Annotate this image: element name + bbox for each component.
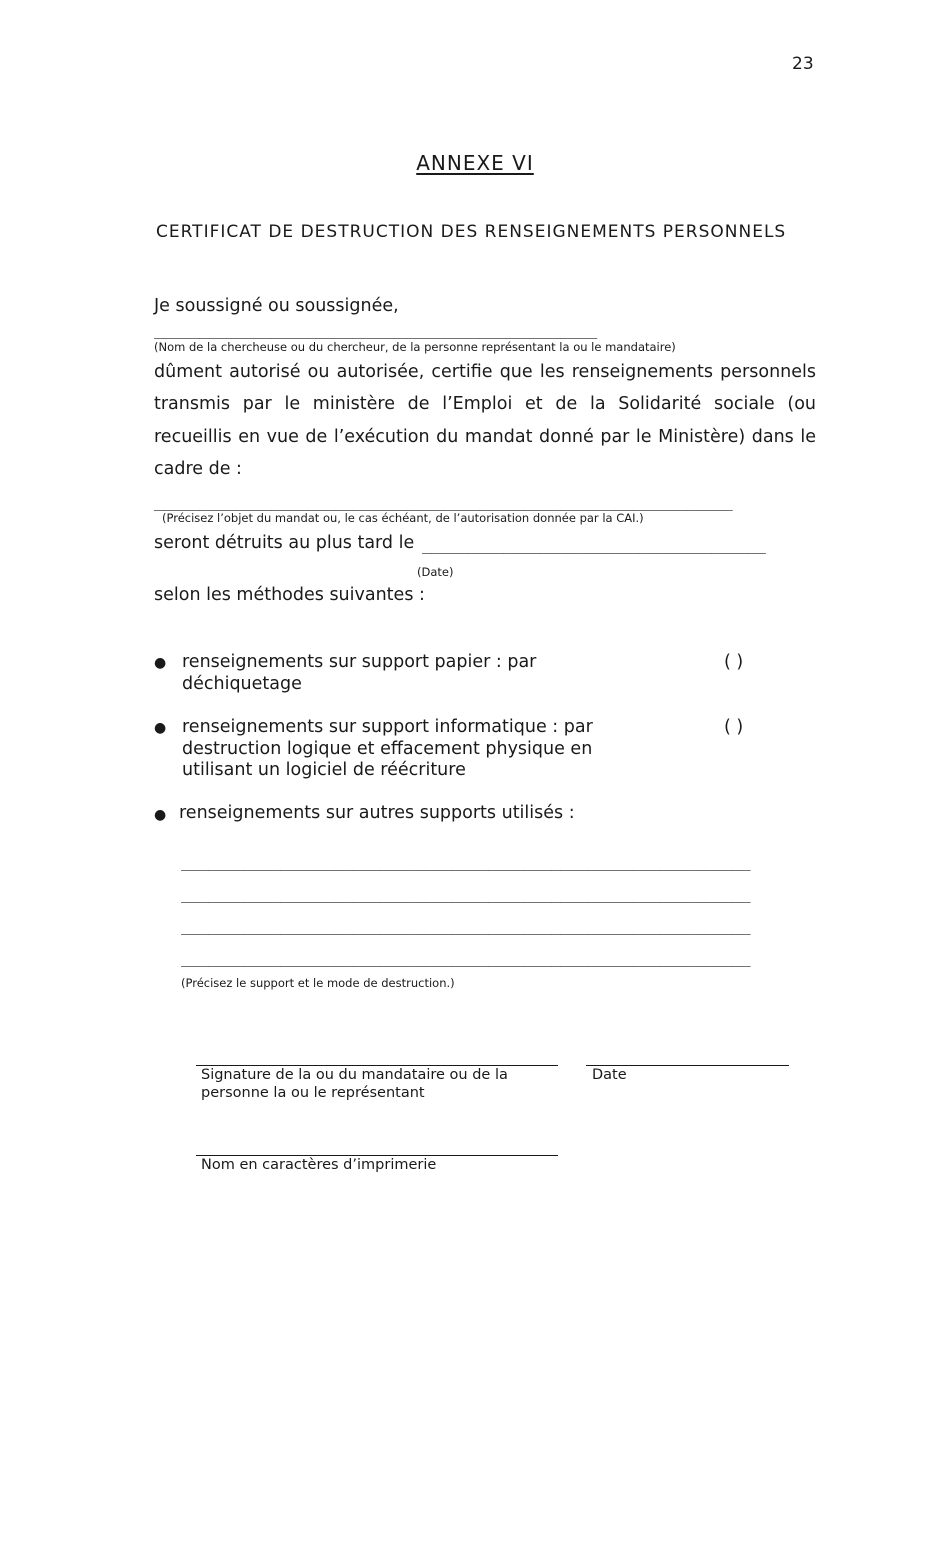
bullet-icon: ●: [154, 720, 167, 736]
name-blank-field[interactable]: _________________________________________________: [154, 320, 597, 339]
date-label: Date: [592, 1067, 627, 1083]
method-checkbox[interactable]: ( ): [724, 652, 744, 672]
other-supports-blank-line[interactable]: _______________________________________________________________: [181, 916, 751, 935]
name-caption: (Nom de la chercheuse ou du chercheur, de la personne représentant la ou le mandataire): [154, 340, 676, 354]
bullet-icon: ●: [154, 807, 167, 823]
page-number: 23: [792, 54, 814, 74]
other-supports-blank-line[interactable]: _______________________________________________________________: [181, 948, 751, 967]
method-checkbox[interactable]: ( ): [724, 717, 744, 737]
annex-title-text: ANNEXE VI: [416, 151, 534, 175]
certificate-title: CERTIFICAT DE DESTRUCTION DES RENSEIGNEMENTS PERSONNELS: [156, 222, 787, 242]
signature-label: Signature de la ou du mandataire ou de la personne la ou le représentant: [201, 1067, 508, 1101]
destroyed-by-text: seront détruits au plus tard le: [154, 533, 415, 553]
other-supports-caption: (Précisez le support et le mode de destruction.): [181, 976, 455, 990]
other-supports-label: renseignements sur autres supports utilisés :: [179, 803, 575, 823]
method-label: renseignements sur support papier : par déchiquetage: [182, 652, 537, 694]
bullet-icon: ●: [154, 655, 167, 671]
other-supports-blank-line[interactable]: _______________________________________________________________: [181, 884, 751, 903]
declaration-intro: Je soussigné ou soussignée,: [154, 296, 399, 316]
declaration-body: dûment autorisé ou autorisée, certifie que les renseignements personnels transmis par le ministère de l’Emploi et de la Solidarité sociale (ou recueillis en vue de l’exécution du mandat donné par le Ministère) dans le cadre de :: [154, 362, 816, 479]
date-caption: (Date): [417, 565, 454, 579]
printed-name-label: Nom en caractères d’imprimerie: [201, 1157, 437, 1173]
purpose-caption: (Précisez l’objet du mandat ou, le cas échéant, de l’autorisation donnée par la CAI.): [162, 511, 644, 525]
method-label: renseignements sur support informatique : par destruction logique et effacement physique en utilisant un logiciel de réécriture: [182, 717, 593, 780]
methods-intro: selon les méthodes suivantes :: [154, 585, 425, 605]
annex-title: [0, 151, 950, 175]
purpose-blank-field[interactable]: ________________________________________________________________: [154, 492, 733, 511]
other-supports-blank-line[interactable]: _______________________________________________________________: [181, 852, 751, 871]
date-blank-field[interactable]: ______________________________________: [422, 535, 766, 554]
